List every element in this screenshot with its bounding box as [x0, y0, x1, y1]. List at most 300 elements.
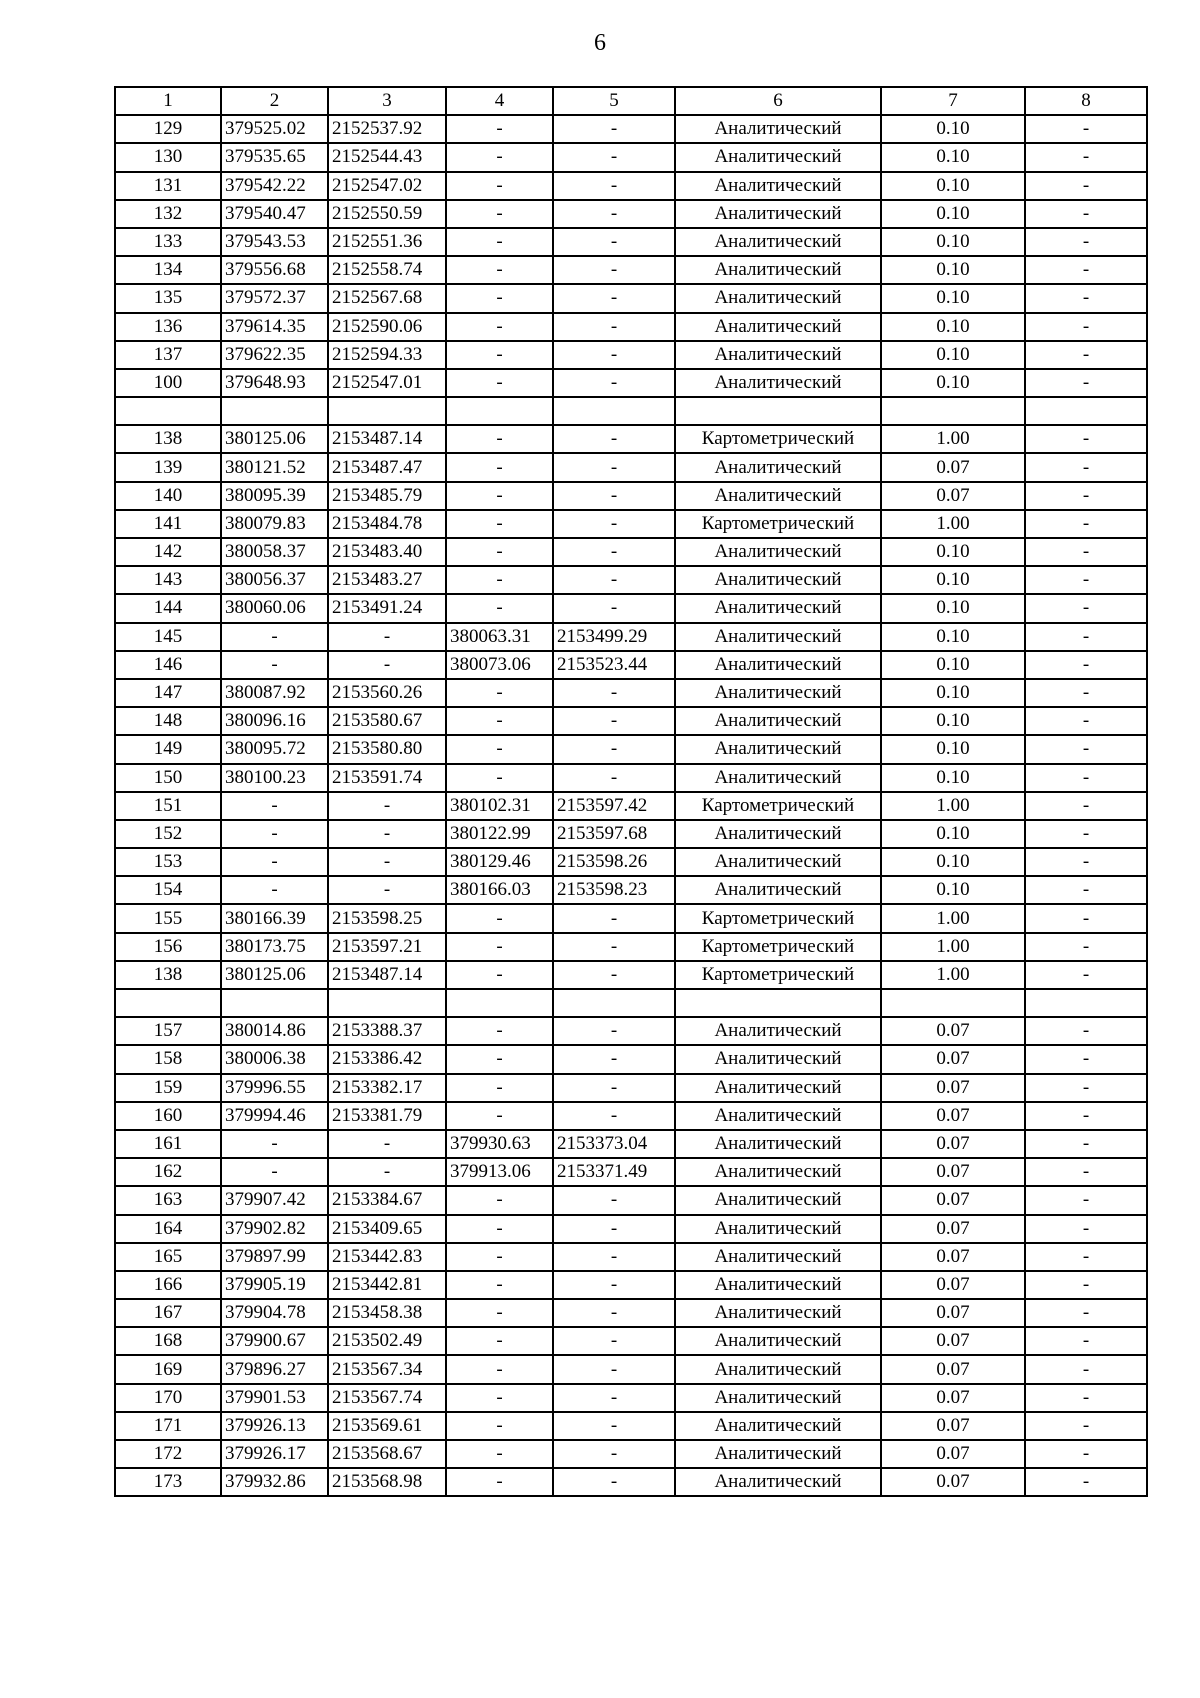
x-coordinate-cell: 379994.46 — [221, 1102, 328, 1130]
x-coordinate-cell: 380095.72 — [221, 735, 328, 763]
note-cell: - — [1025, 1074, 1147, 1102]
y-coordinate-cell — [328, 989, 446, 1017]
y-coordinate-cell: 2153386.42 — [328, 1045, 446, 1073]
x-coordinate-cell: 379622.35 — [221, 341, 328, 369]
x-coordinate-cell: 379905.19 — [221, 1271, 328, 1299]
note-cell: - — [1025, 341, 1147, 369]
note-cell: - — [1025, 848, 1147, 876]
y-coordinate-cell: - — [328, 876, 446, 904]
x-new-coordinate-cell: - — [446, 764, 553, 792]
y-coordinate-cell: 2153442.81 — [328, 1271, 446, 1299]
point-number-cell: 164 — [115, 1215, 221, 1243]
x-coordinate-cell: - — [221, 876, 328, 904]
method-cell: Картометрический — [675, 961, 881, 989]
point-number-cell: 147 — [115, 679, 221, 707]
table-row — [115, 792, 1147, 820]
accuracy-cell — [881, 397, 1025, 425]
point-number-cell: 152 — [115, 820, 221, 848]
point-number-cell: 157 — [115, 1017, 221, 1045]
accuracy-cell: 0.07 — [881, 1468, 1025, 1496]
point-number-cell: 135 — [115, 284, 221, 312]
note-cell: - — [1025, 1215, 1147, 1243]
accuracy-cell: 0.10 — [881, 228, 1025, 256]
point-number-cell: 138 — [115, 961, 221, 989]
accuracy-cell: 1.00 — [881, 510, 1025, 538]
method-cell: Картометрический — [675, 425, 881, 453]
note-cell: - — [1025, 679, 1147, 707]
y-coordinate-cell: 2153487.14 — [328, 961, 446, 989]
table-row — [115, 848, 1147, 876]
table-row — [115, 341, 1147, 369]
note-cell: - — [1025, 933, 1147, 961]
note-cell: - — [1025, 594, 1147, 622]
y-coordinate-cell: 2153384.67 — [328, 1186, 446, 1214]
table-row — [115, 1017, 1147, 1045]
y-new-coordinate-cell — [553, 989, 675, 1017]
accuracy-cell: 0.07 — [881, 1045, 1025, 1073]
accuracy-cell: 1.00 — [881, 425, 1025, 453]
point-number-cell: 142 — [115, 538, 221, 566]
y-coordinate-cell: - — [328, 792, 446, 820]
x-new-coordinate-cell — [446, 397, 553, 425]
y-new-coordinate-cell: - — [553, 594, 675, 622]
table-row — [115, 1158, 1147, 1186]
x-new-coordinate-cell: - — [446, 228, 553, 256]
table-row — [115, 820, 1147, 848]
y-coordinate-cell: - — [328, 820, 446, 848]
point-number-cell: 155 — [115, 904, 221, 932]
table-row — [115, 679, 1147, 707]
note-cell: - — [1025, 764, 1147, 792]
accuracy-cell: 0.07 — [881, 1074, 1025, 1102]
note-cell: - — [1025, 1102, 1147, 1130]
note-cell: - — [1025, 172, 1147, 200]
x-coordinate-cell: 380125.06 — [221, 961, 328, 989]
table-row — [115, 538, 1147, 566]
table-row — [115, 482, 1147, 510]
y-coordinate-cell: 2153597.21 — [328, 933, 446, 961]
point-number-cell: 171 — [115, 1412, 221, 1440]
accuracy-cell: 0.10 — [881, 735, 1025, 763]
accuracy-cell: 0.10 — [881, 115, 1025, 143]
y-coordinate-cell: 2153568.98 — [328, 1468, 446, 1496]
method-cell: Аналитический — [675, 651, 881, 679]
y-new-coordinate-cell: - — [553, 143, 675, 171]
method-cell: Аналитический — [675, 623, 881, 651]
point-number-cell: 137 — [115, 341, 221, 369]
y-coordinate-cell: - — [328, 651, 446, 679]
x-coordinate-cell: 379900.67 — [221, 1327, 328, 1355]
x-new-coordinate-cell: - — [446, 1440, 553, 1468]
method-cell: Картометрический — [675, 904, 881, 932]
x-new-coordinate-cell: - — [446, 707, 553, 735]
column-header-1: 1 — [115, 87, 221, 115]
y-coordinate-cell: 2153591.74 — [328, 764, 446, 792]
y-new-coordinate-cell: - — [553, 1017, 675, 1045]
y-new-coordinate-cell: - — [553, 707, 675, 735]
point-number-cell: 132 — [115, 200, 221, 228]
x-coordinate-cell: 379926.13 — [221, 1412, 328, 1440]
table-row — [115, 876, 1147, 904]
y-new-coordinate-cell: - — [553, 1215, 675, 1243]
accuracy-cell: 0.10 — [881, 284, 1025, 312]
accuracy-cell: 0.10 — [881, 623, 1025, 651]
table-row — [115, 1074, 1147, 1102]
method-cell: Аналитический — [675, 1271, 881, 1299]
method-cell: Аналитический — [675, 848, 881, 876]
note-cell: - — [1025, 1355, 1147, 1383]
accuracy-cell: 0.07 — [881, 1130, 1025, 1158]
accuracy-cell: 0.07 — [881, 1299, 1025, 1327]
y-new-coordinate-cell: - — [553, 284, 675, 312]
column-header-6: 6 — [675, 87, 881, 115]
y-coordinate-cell: 2153598.25 — [328, 904, 446, 932]
method-cell: Аналитический — [675, 735, 881, 763]
x-new-coordinate-cell: - — [446, 735, 553, 763]
table-row — [115, 200, 1147, 228]
accuracy-cell: 0.10 — [881, 820, 1025, 848]
x-coordinate-cell: 379542.22 — [221, 172, 328, 200]
method-cell: Аналитический — [675, 1158, 881, 1186]
method-cell: Аналитический — [675, 679, 881, 707]
x-new-coordinate-cell: - — [446, 143, 553, 171]
method-cell: Аналитический — [675, 1074, 881, 1102]
y-new-coordinate-cell: 2153598.26 — [553, 848, 675, 876]
point-number-cell: 100 — [115, 369, 221, 397]
table-row — [115, 143, 1147, 171]
accuracy-cell: 1.00 — [881, 792, 1025, 820]
y-coordinate-cell: 2153409.65 — [328, 1215, 446, 1243]
y-new-coordinate-cell: 2153371.49 — [553, 1158, 675, 1186]
x-coordinate-cell: 380121.52 — [221, 453, 328, 481]
x-coordinate-cell: 380056.37 — [221, 566, 328, 594]
x-new-coordinate-cell: - — [446, 1384, 553, 1412]
method-cell: Аналитический — [675, 1468, 881, 1496]
table-row — [115, 623, 1147, 651]
method-cell: Аналитический — [675, 1440, 881, 1468]
point-number-cell — [115, 397, 221, 425]
note-cell: - — [1025, 623, 1147, 651]
point-number-cell: 153 — [115, 848, 221, 876]
x-coordinate-cell: 380060.06 — [221, 594, 328, 622]
header-row — [115, 87, 1147, 115]
accuracy-cell: 0.07 — [881, 1243, 1025, 1271]
method-cell: Аналитический — [675, 1045, 881, 1073]
y-new-coordinate-cell: - — [553, 1074, 675, 1102]
y-new-coordinate-cell: 2153373.04 — [553, 1130, 675, 1158]
accuracy-cell: 0.10 — [881, 256, 1025, 284]
point-number-cell: 162 — [115, 1158, 221, 1186]
x-coordinate-cell: - — [221, 848, 328, 876]
method-cell: Аналитический — [675, 1186, 881, 1214]
method-cell: Аналитический — [675, 1412, 881, 1440]
table-row — [115, 904, 1147, 932]
x-coordinate-cell: 379896.27 — [221, 1355, 328, 1383]
x-new-coordinate-cell: - — [446, 566, 553, 594]
y-coordinate-cell: 2152544.43 — [328, 143, 446, 171]
accuracy-cell: 0.10 — [881, 594, 1025, 622]
note-cell: - — [1025, 735, 1147, 763]
x-new-coordinate-cell: - — [446, 1271, 553, 1299]
note-cell: - — [1025, 510, 1147, 538]
table-row — [115, 425, 1147, 453]
x-new-coordinate-cell: - — [446, 369, 553, 397]
method-cell: Картометрический — [675, 933, 881, 961]
x-new-coordinate-cell: - — [446, 200, 553, 228]
point-number-cell: 156 — [115, 933, 221, 961]
point-number-cell: 165 — [115, 1243, 221, 1271]
y-new-coordinate-cell: - — [553, 1271, 675, 1299]
y-new-coordinate-cell: - — [553, 510, 675, 538]
x-new-coordinate-cell: - — [446, 1215, 553, 1243]
y-coordinate-cell: 2153381.79 — [328, 1102, 446, 1130]
point-number-cell: 170 — [115, 1384, 221, 1412]
method-cell: Аналитический — [675, 482, 881, 510]
coordinates-table — [114, 86, 1148, 1497]
accuracy-cell: 0.07 — [881, 1271, 1025, 1299]
table-row — [115, 566, 1147, 594]
method-cell: Аналитический — [675, 1215, 881, 1243]
y-coordinate-cell: 2153568.67 — [328, 1440, 446, 1468]
accuracy-cell: 0.07 — [881, 1017, 1025, 1045]
y-new-coordinate-cell: - — [553, 1384, 675, 1412]
x-coordinate-cell: 380087.92 — [221, 679, 328, 707]
x-coordinate-cell: 380095.39 — [221, 482, 328, 510]
y-coordinate-cell: 2153483.40 — [328, 538, 446, 566]
accuracy-cell: 0.07 — [881, 1412, 1025, 1440]
method-cell: Аналитический — [675, 1384, 881, 1412]
x-coordinate-cell: 379907.42 — [221, 1186, 328, 1214]
point-number-cell — [115, 989, 221, 1017]
x-coordinate-cell: 379535.65 — [221, 143, 328, 171]
table-row — [115, 1440, 1147, 1468]
accuracy-cell: 0.10 — [881, 876, 1025, 904]
accuracy-cell: 0.10 — [881, 313, 1025, 341]
method-cell: Аналитический — [675, 143, 881, 171]
accuracy-cell: 0.07 — [881, 1327, 1025, 1355]
method-cell: Аналитический — [675, 820, 881, 848]
accuracy-cell: 1.00 — [881, 961, 1025, 989]
note-cell: - — [1025, 1017, 1147, 1045]
y-new-coordinate-cell: - — [553, 172, 675, 200]
accuracy-cell: 0.07 — [881, 1355, 1025, 1383]
table-row — [115, 1130, 1147, 1158]
x-new-coordinate-cell: 380102.31 — [446, 792, 553, 820]
y-new-coordinate-cell: - — [553, 735, 675, 763]
y-new-coordinate-cell: - — [553, 313, 675, 341]
method-cell: Аналитический — [675, 341, 881, 369]
method-cell: Аналитический — [675, 256, 881, 284]
method-cell: Аналитический — [675, 200, 881, 228]
table-row — [115, 453, 1147, 481]
accuracy-cell — [881, 989, 1025, 1017]
point-number-cell: 160 — [115, 1102, 221, 1130]
point-number-cell: 148 — [115, 707, 221, 735]
y-new-coordinate-cell: - — [553, 764, 675, 792]
y-new-coordinate-cell: - — [553, 115, 675, 143]
column-header-4: 4 — [446, 87, 553, 115]
x-coordinate-cell: 380014.86 — [221, 1017, 328, 1045]
y-coordinate-cell: - — [328, 623, 446, 651]
accuracy-cell: 0.10 — [881, 143, 1025, 171]
point-number-cell: 158 — [115, 1045, 221, 1073]
point-number-cell: 172 — [115, 1440, 221, 1468]
y-new-coordinate-cell: - — [553, 1243, 675, 1271]
table-body — [115, 115, 1147, 1496]
x-coordinate-cell: 379996.55 — [221, 1074, 328, 1102]
accuracy-cell: 0.10 — [881, 848, 1025, 876]
y-coordinate-cell: 2153502.49 — [328, 1327, 446, 1355]
column-header-3: 3 — [328, 87, 446, 115]
x-coordinate-cell: 380173.75 — [221, 933, 328, 961]
x-coordinate-cell: 379556.68 — [221, 256, 328, 284]
table-row — [115, 651, 1147, 679]
y-coordinate-cell: - — [328, 1130, 446, 1158]
y-new-coordinate-cell: - — [553, 1355, 675, 1383]
x-coordinate-cell: 379897.99 — [221, 1243, 328, 1271]
note-cell: - — [1025, 425, 1147, 453]
method-cell: Аналитический — [675, 876, 881, 904]
y-new-coordinate-cell: - — [553, 482, 675, 510]
x-new-coordinate-cell: - — [446, 341, 553, 369]
x-coordinate-cell: - — [221, 623, 328, 651]
note-cell: - — [1025, 256, 1147, 284]
x-new-coordinate-cell: - — [446, 1186, 553, 1214]
table-row — [115, 1468, 1147, 1496]
y-coordinate-cell: 2153484.78 — [328, 510, 446, 538]
note-cell: - — [1025, 1384, 1147, 1412]
x-coordinate-cell: 379901.53 — [221, 1384, 328, 1412]
table-row — [115, 1243, 1147, 1271]
x-coordinate-cell: 379902.82 — [221, 1215, 328, 1243]
method-cell: Аналитический — [675, 538, 881, 566]
x-new-coordinate-cell: - — [446, 538, 553, 566]
x-new-coordinate-cell: - — [446, 115, 553, 143]
x-coordinate-cell: 380166.39 — [221, 904, 328, 932]
point-number-cell: 167 — [115, 1299, 221, 1327]
table-row — [115, 1355, 1147, 1383]
y-coordinate-cell: 2152594.33 — [328, 341, 446, 369]
y-coordinate-cell: 2153487.14 — [328, 425, 446, 453]
x-new-coordinate-cell — [446, 989, 553, 1017]
accuracy-cell: 1.00 — [881, 904, 1025, 932]
point-number-cell: 169 — [115, 1355, 221, 1383]
note-cell: - — [1025, 1243, 1147, 1271]
x-new-coordinate-cell: - — [446, 1017, 553, 1045]
y-coordinate-cell: - — [328, 1158, 446, 1186]
x-coordinate-cell: 380058.37 — [221, 538, 328, 566]
x-coordinate-cell: - — [221, 1158, 328, 1186]
x-coordinate-cell: 379614.35 — [221, 313, 328, 341]
note-cell: - — [1025, 1440, 1147, 1468]
y-new-coordinate-cell: - — [553, 1102, 675, 1130]
method-cell: Аналитический — [675, 1299, 881, 1327]
y-new-coordinate-cell: - — [553, 961, 675, 989]
point-number-cell: 154 — [115, 876, 221, 904]
x-new-coordinate-cell: - — [446, 1045, 553, 1073]
point-number-cell: 159 — [115, 1074, 221, 1102]
y-new-coordinate-cell: 2153523.44 — [553, 651, 675, 679]
point-number-cell: 136 — [115, 313, 221, 341]
y-coordinate-cell — [328, 397, 446, 425]
y-new-coordinate-cell — [553, 397, 675, 425]
method-cell: Аналитический — [675, 115, 881, 143]
note-cell: - — [1025, 369, 1147, 397]
table-row — [115, 256, 1147, 284]
point-number-cell: 143 — [115, 566, 221, 594]
y-new-coordinate-cell: - — [553, 1327, 675, 1355]
method-cell: Аналитический — [675, 172, 881, 200]
x-new-coordinate-cell: - — [446, 1074, 553, 1102]
note-cell: - — [1025, 651, 1147, 679]
table-row — [115, 510, 1147, 538]
point-number-cell: 131 — [115, 172, 221, 200]
method-cell: Картометрический — [675, 792, 881, 820]
x-coordinate-cell: 380100.23 — [221, 764, 328, 792]
y-new-coordinate-cell: - — [553, 1440, 675, 1468]
note-cell: - — [1025, 1468, 1147, 1496]
x-new-coordinate-cell: - — [446, 904, 553, 932]
point-number-cell: 161 — [115, 1130, 221, 1158]
y-coordinate-cell: 2153485.79 — [328, 482, 446, 510]
method-cell: Аналитический — [675, 284, 881, 312]
x-coordinate-cell: 380125.06 — [221, 425, 328, 453]
x-coordinate-cell: 379932.86 — [221, 1468, 328, 1496]
note-cell: - — [1025, 284, 1147, 312]
x-new-coordinate-cell: 380122.99 — [446, 820, 553, 848]
point-number-cell: 146 — [115, 651, 221, 679]
method-cell: Картометрический — [675, 510, 881, 538]
point-number-cell: 149 — [115, 735, 221, 763]
accuracy-cell: 0.10 — [881, 764, 1025, 792]
table-row — [115, 1327, 1147, 1355]
y-new-coordinate-cell: - — [553, 369, 675, 397]
table-row — [115, 369, 1147, 397]
table-row — [115, 1045, 1147, 1073]
table-row — [115, 313, 1147, 341]
y-coordinate-cell: 2153382.17 — [328, 1074, 446, 1102]
note-cell: - — [1025, 200, 1147, 228]
y-coordinate-cell: 2153580.80 — [328, 735, 446, 763]
note-cell: - — [1025, 313, 1147, 341]
method-cell: Аналитический — [675, 369, 881, 397]
x-new-coordinate-cell: - — [446, 172, 553, 200]
y-coordinate-cell: 2153442.83 — [328, 1243, 446, 1271]
method-cell: Аналитический — [675, 1327, 881, 1355]
y-new-coordinate-cell: 2153499.29 — [553, 623, 675, 651]
note-cell: - — [1025, 453, 1147, 481]
x-coordinate-cell: 379926.17 — [221, 1440, 328, 1468]
table-row — [115, 1186, 1147, 1214]
accuracy-cell: 0.10 — [881, 369, 1025, 397]
note-cell: - — [1025, 1271, 1147, 1299]
x-new-coordinate-cell: 379930.63 — [446, 1130, 553, 1158]
point-number-cell: 129 — [115, 115, 221, 143]
accuracy-cell: 0.10 — [881, 341, 1025, 369]
table-header — [115, 87, 1147, 115]
y-new-coordinate-cell: - — [553, 1299, 675, 1327]
page-number: 6 — [594, 30, 606, 56]
x-new-coordinate-cell: - — [446, 482, 553, 510]
x-new-coordinate-cell: - — [446, 1243, 553, 1271]
x-coordinate-cell — [221, 989, 328, 1017]
y-coordinate-cell: 2152551.36 — [328, 228, 446, 256]
x-new-coordinate-cell: - — [446, 1355, 553, 1383]
y-new-coordinate-cell: - — [553, 425, 675, 453]
note-cell: - — [1025, 1412, 1147, 1440]
y-new-coordinate-cell: - — [553, 538, 675, 566]
x-coordinate-cell: 379648.93 — [221, 369, 328, 397]
